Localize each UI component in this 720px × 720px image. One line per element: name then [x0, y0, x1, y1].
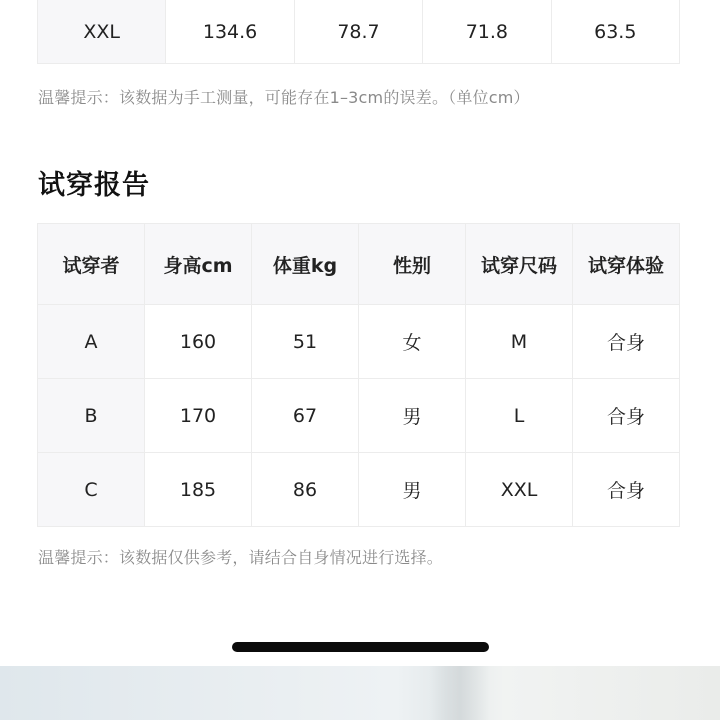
header-cell-fit: 试穿体验	[573, 224, 680, 305]
header-cell-weight: 体重kg	[252, 224, 359, 305]
header-cell-height: 身高cm	[145, 224, 252, 305]
fit-cell: 合身	[573, 453, 680, 527]
table-row	[38, 305, 680, 379]
header-cell-gender: 性别	[359, 224, 466, 305]
trial-report-tip: 温馨提示：该数据仅供参考，请结合自身情况进行选择。	[38, 548, 444, 567]
measurement-cell: 71.8	[423, 0, 551, 64]
measurement-cell: 134.6	[166, 0, 294, 64]
gender-cell: 男	[359, 379, 466, 453]
gender-cell: 女	[359, 305, 466, 379]
weight-cell: 86	[252, 453, 359, 527]
weight-cell: 51	[252, 305, 359, 379]
gender-cell: 男	[359, 453, 466, 527]
home-indicator-bar[interactable]	[232, 642, 489, 652]
size-measurement-tip: 温馨提示：该数据为手工测量，可能存在1–3cm的误差。（单位cm）	[38, 88, 530, 107]
fit-cell: 合身	[573, 305, 680, 379]
header-cell-wearer: 试穿者	[38, 224, 145, 305]
table-row	[38, 453, 680, 527]
measurement-cell: 78.7	[294, 0, 422, 64]
height-cell: 185	[145, 453, 252, 527]
header-cell-size: 试穿尺码	[466, 224, 573, 305]
size-cell: L	[466, 379, 573, 453]
size-cell: M	[466, 305, 573, 379]
weight-cell: 67	[252, 379, 359, 453]
wearer-cell: B	[38, 379, 145, 453]
height-cell: 170	[145, 379, 252, 453]
product-image-top-edge	[0, 666, 720, 720]
size-cell: XXL	[38, 0, 166, 64]
size-chart-table	[37, 0, 680, 64]
table-row	[38, 0, 680, 64]
wearer-cell: A	[38, 305, 145, 379]
trial-report-table	[37, 223, 680, 527]
table-header-row	[38, 224, 680, 305]
wearer-cell: C	[38, 453, 145, 527]
image-shading	[430, 666, 490, 720]
fit-cell: 合身	[573, 379, 680, 453]
measurement-cell: 63.5	[551, 0, 679, 64]
trial-report-title: 试穿报告	[38, 170, 150, 201]
height-cell: 160	[145, 305, 252, 379]
size-cell: XXL	[466, 453, 573, 527]
table-row	[38, 379, 680, 453]
